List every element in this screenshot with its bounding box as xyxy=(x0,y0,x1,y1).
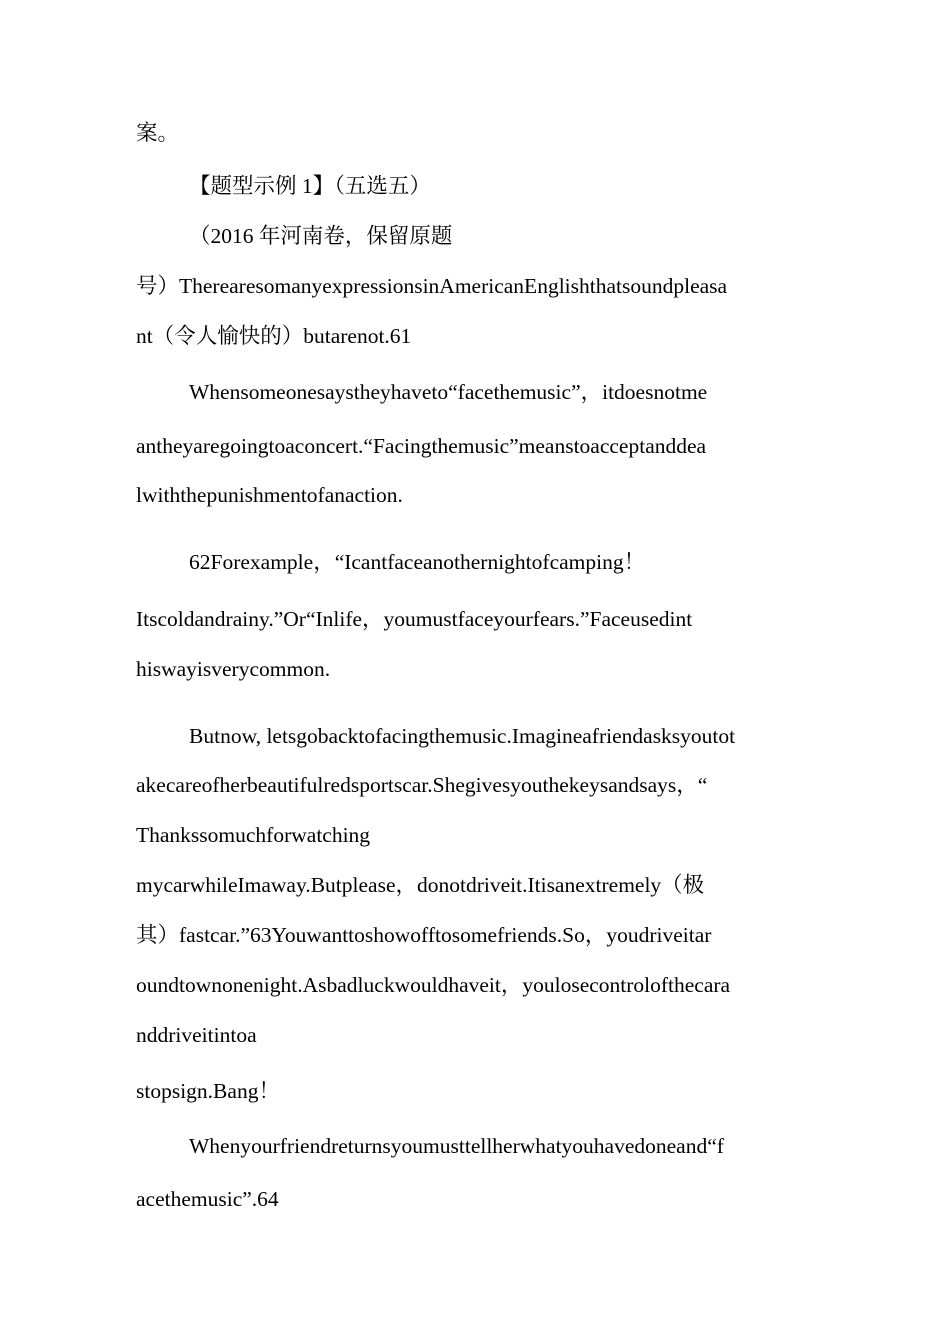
text-line-19: stopsign.Bang！ xyxy=(136,1079,280,1103)
text-line-20: Whenyourfriendreturnsyoumusttellherwhatyouhavedoneand“f xyxy=(189,1134,724,1158)
text-line-4: 号）Therearesomanyexpressions​inAmericanEnglishthatsoundpleasa xyxy=(136,274,728,298)
text-line-16: 其）fastcar.”63Youwanttoshowofftosomefriends.So，youdriveitar xyxy=(136,923,712,947)
text-line-18: nddriveitintoa xyxy=(136,1023,257,1047)
text-line-7: antheyaregoingtoaconcert.“Facingthemusic”meanstoacceptanddea xyxy=(136,434,707,458)
text-line-3: （2016 年河南卷，保留原题 xyxy=(189,224,453,248)
text-line-14: Thankssomuchforwatching xyxy=(136,823,371,847)
text-line-13: akecareofherbeautifulredsportscar.Shegivesyouthekeysandsays，“ xyxy=(136,773,708,797)
text-line-21: acethemusic”.64 xyxy=(136,1187,279,1211)
text-line-5: nt（令人愉快的）butarenot.61 xyxy=(136,324,412,348)
text-line-1: 案。 xyxy=(136,121,180,145)
text-line-17: oundtownonenight.Asbadluckwouldhaveit，youlosecontrolofthecara xyxy=(136,973,731,997)
text-line-2: 【题型示例 1】（五选五） xyxy=(189,174,431,198)
text-line-15: mycarwhileImaway.Butplease，donotdriveit.Itisanextremely（极 xyxy=(136,873,705,897)
text-line-10: Itscoldandrainy.”Or“Inlife，youmustfaceyourfears.”Faceusedint xyxy=(136,607,693,631)
text-line-11: hiswayisverycommon. xyxy=(136,657,331,681)
text-line-12: Butnow, letsgobacktofacingthemusic.Imagineafriendasksyoutot xyxy=(189,724,736,748)
text-line-9: 62Forexample，“Icantfaceanothernightofcamping！ xyxy=(189,550,646,574)
text-line-8: lwiththepunishmentofanaction. xyxy=(136,483,403,507)
text-line-6: Whensomeonesaystheyhaveto“facethemusic”，itdoesnotme xyxy=(189,380,708,404)
